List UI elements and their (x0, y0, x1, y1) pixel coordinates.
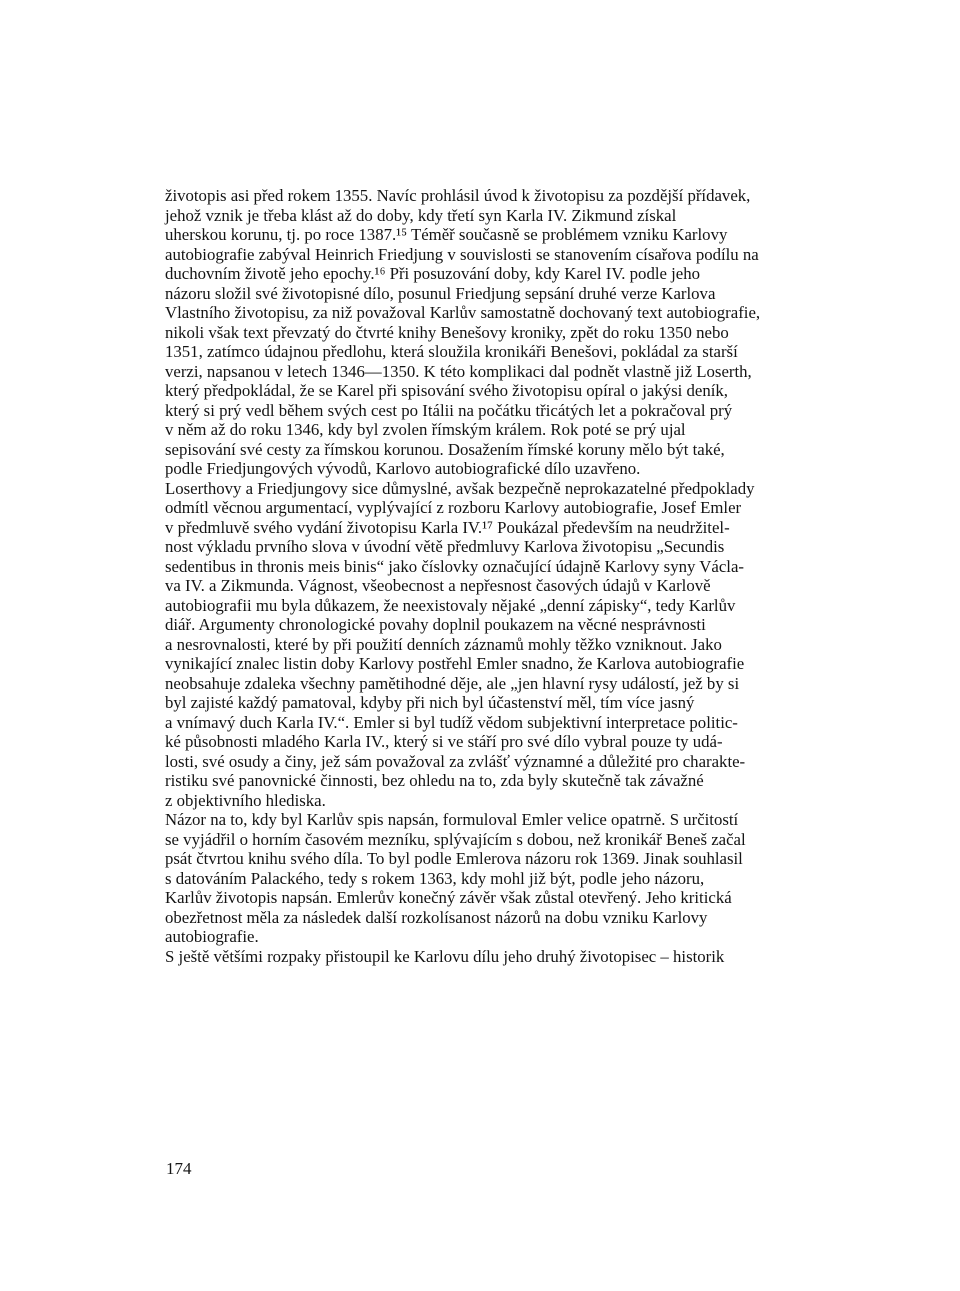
text-line: názoru složil své životopisné dílo, posunul Friedjung sepsání druhé verze Karlova (165, 283, 716, 303)
text-line: autobiografie. (165, 927, 259, 946)
text-line: podle Friedjungových vývodů, Karlovo autobiografické dílo uzavřeno. (165, 459, 641, 478)
text-line: uherskou korunu, tj. po roce 1387.¹⁵ Téměř současně se problémem vzniku Karlovy (165, 225, 728, 244)
page-number: 174 (166, 1159, 192, 1178)
text-line: Názor na to, kdy byl Karlův spis napsán, formuloval Emler velice opatrně. S určitostí (165, 810, 739, 829)
text-line: ké působnosti mladého Karla IV., který si ve stáří pro své dílo vybral pouze ty udá- (165, 732, 723, 751)
text-line: který předpokládal, že se Karel při spisování svého životopisu opíral o jakýsi deník, (165, 381, 728, 400)
paragraph (165, 810, 805, 947)
text-line: byl zajisté každý pamatoval, kdyby při nich byl účastenství měl, tím více jasný (165, 693, 695, 712)
text-line: z objektivního hlediska. (165, 790, 326, 810)
text-line: psát čtvrtou knihu svého díla. To byl podle Emlerova názoru rok 1369. Jinak souhlasil (165, 849, 743, 868)
text-line: Karlův životopis napsán. Emlerův konečný závěr však zůstal otevřený. Jeho kritická (165, 888, 732, 907)
text-line: losti, své osudy a činy, jež sám považoval za zvlášť významné a důležité pro charakte- (165, 751, 746, 771)
text-line: neobsahuje zdaleka všechny pamětihodné děje, ale „jen hlavní rysy událostí, jež by si (165, 673, 740, 693)
paragraph (165, 186, 805, 479)
text-line: verzi, napsanou v letech 1346—1350. K této komplikaci dal podnět vlastně již Loserth, (165, 361, 752, 381)
text-line: který si prý vedl během svých cest po Itálii na počátku třicátých let a pokračoval prý (165, 400, 733, 420)
paragraph (165, 479, 805, 811)
text-line: autobiografie zabýval Heinrich Friedjung v souvislosti se stanovením císařova podílu na (165, 244, 759, 264)
text-line: 1351, zatímco údajnou předlohu, která sloužila kronikáři Benešovi, pokládal za starší (165, 342, 738, 361)
text-line: a vnímavý duch Karla IV.“. Emler si byl tudíž vědom subjektivní interpretace politic- (165, 712, 738, 732)
text-line: Loserthovy a Friedjungovy sice důmyslné, avšak bezpečně neprokazatelné předpoklady (165, 478, 755, 498)
text-line: a nesrovnalosti, které by při použití denních záznamů mohly těžko vzniknout. Jako (165, 634, 722, 654)
text-line: v předmluvě svého vydání životopisu Karla IV.¹⁷ Poukázal především na neudržitel- (165, 517, 730, 537)
text-line: odmítl věcnou argumentací, vyplývající z rozboru Karlovy autobiografie, Josef Emler (165, 498, 742, 517)
text-line: diář. Argumenty chronologické povahy doplnil poukazem na věcné nesprávnosti (165, 615, 706, 634)
body-text (165, 186, 805, 966)
text-line: autobiografii mu byla důkazem, že neexistovaly nějaké „denní zápisky“, tedy Karlův (165, 595, 736, 615)
text-line: nikoli však text převzatý do čtvrté knihy Benešovy kroniky, zpět do roku 1350 nebo (165, 322, 729, 342)
text-line: S ještě většími rozpaky přistoupil ke Karlovu dílu jeho druhý životopisec – historik (165, 946, 725, 966)
text-line: se vyjádřil o horním časovém mezníku, splývajícím s dobou, než kronikář Beneš začal (165, 829, 746, 849)
text-line: obezřetnost měla za následek další rozkolísanost názorů na dobu vzniku Karlovy (165, 907, 708, 927)
text-line: duchovním životě jeho epochy.¹⁶ Při posuzování doby, kdy Karel IV. podle jeho (165, 264, 701, 283)
paragraph (165, 947, 805, 967)
text-line: jehož vznik je třeba klást až do doby, kdy třetí syn Karla IV. Zikmund získal (165, 205, 677, 225)
text-line: nost výkladu prvního slova v úvodní větě předmluvy Karlova životopisu „Secundis (165, 537, 725, 556)
text-line: životopis asi před rokem 1355. Navíc prohlásil úvod k životopisu za pozdější přídavek, (165, 186, 751, 205)
text-line: Vlastního životopisu, za niž považoval Karlův samostatně dochovaný text autobiografie, (165, 303, 761, 322)
text-line: vynikající znalec listin doby Karlovy postřehl Emler snadno, že Karlova autobiografie (165, 654, 745, 673)
text-line: va IV. a Zikmunda. Vágnost, všeobecnost a nepřesnost časových údajů v Karlově (165, 576, 711, 595)
text-line: ristiku své panovnické činnosti, bez ohledu na to, zda byly skutečně tak závažné (165, 771, 704, 790)
text-line: sepisování své cesty za římskou korunou. Dosažením římské koruny mělo být také, (165, 439, 725, 459)
text-line: s datováním Palackého, tedy s rokem 1363, kdy mohl již být, podle jeho názoru, (165, 868, 705, 888)
text-line: v něm až do roku 1346, kdy byl zvolen římským králem. Rok poté se prý ujal (165, 420, 686, 439)
text-line: sedentibus in thronis meis binis“ jako číslovky označující údajně Karlovy syny Václa- (165, 556, 744, 576)
